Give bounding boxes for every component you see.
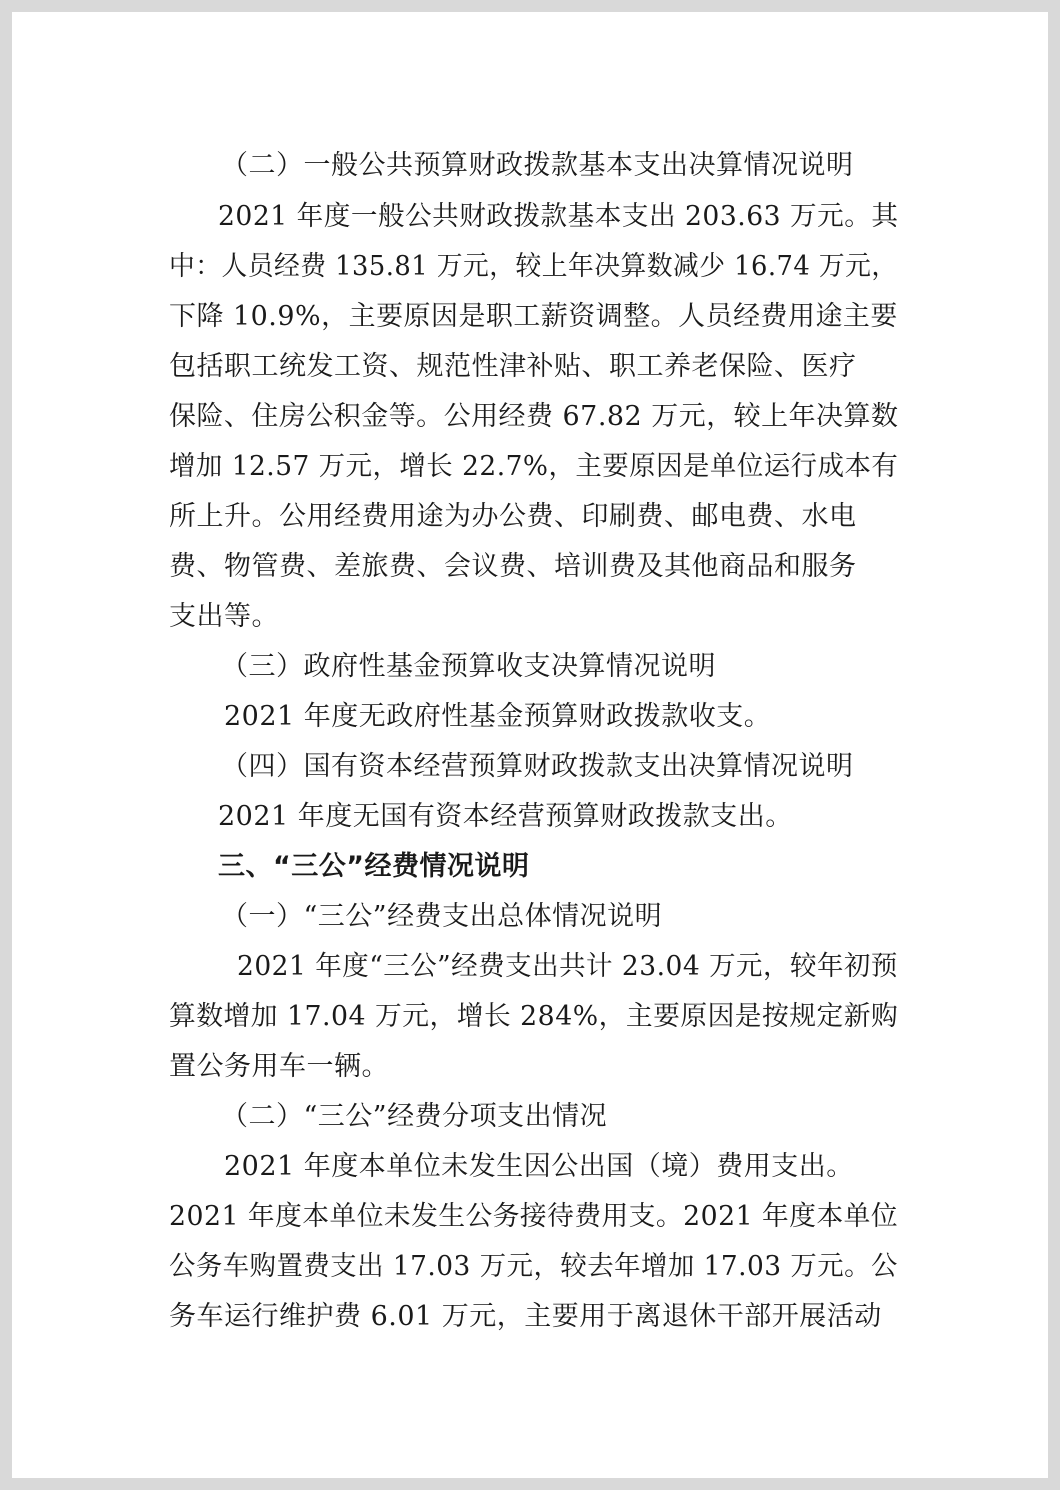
paragraph-line: 务车运行维护费 6.01 万元，主要用于离退休干部开展活动 <box>169 1301 882 1332</box>
paragraph-line: 公务车购置费支出 17.03 万元，较去年增加 17.03 万元。公 <box>169 1251 898 1282</box>
paragraph-line: 增加 12.57 万元，增长 22.7%，主要原因是单位运行成本有 <box>169 451 899 482</box>
section-heading-3: （三）政府性基金预算收支决算情况说明 <box>221 651 716 682</box>
chapter-heading-3: 三、“三公”经费情况说明 <box>218 851 530 882</box>
document-page <box>12 12 1048 1478</box>
paragraph-line: 费、物管费、差旅费、会议费、培训费及其他商品和服务 <box>169 551 857 582</box>
paragraph-line: 2021 年度一般公共财政拨款基本支出 203.63 万元。其 <box>218 201 899 232</box>
paragraph-line: 保险、住房公积金等。公用经费 67.82 万元，较上年决算数 <box>169 401 899 432</box>
paragraph-line: 包括职工统发工资、规范性津补贴、职工养老保险、医疗 <box>169 351 857 382</box>
paragraph-line: 2021 年度“三公”经费支出共计 23.04 万元，较年初预 <box>237 951 898 982</box>
paragraph-line: 2021 年度无国有资本经营预算财政拨款支出。 <box>218 801 793 832</box>
paragraph-line: 2021 年度无政府性基金预算财政拨款收支。 <box>224 701 772 732</box>
section-heading-4: （四）国有资本经营预算财政拨款支出决算情况说明 <box>221 751 854 782</box>
paragraph-line: 算数增加 17.04 万元，增长 284%，主要原因是按规定新购 <box>169 1001 899 1032</box>
paragraph-line: 置公务用车一辆。 <box>169 1051 389 1082</box>
paragraph-line: 支出等。 <box>169 601 279 632</box>
section-heading-2b: （二）“三公”经费分项支出情况 <box>221 1101 608 1132</box>
paragraph-line: 中：人员经费 135.81 万元，较上年决算数减少 16.74 万元， <box>169 251 898 282</box>
section-heading-1: （一）“三公”经费支出总体情况说明 <box>221 901 663 932</box>
paragraph-line: 所上升。公用经费用途为办公费、印刷费、邮电费、水电 <box>169 501 857 532</box>
section-heading-2: （二）一般公共预算财政拨款基本支出决算情况说明 <box>221 150 854 181</box>
paragraph-line: 下降 10.9%，主要原因是职工薪资调整。人员经费用途主要 <box>169 301 898 332</box>
paragraph-line: 2021 年度本单位未发生因公出国（境）费用支出。 <box>224 1151 854 1182</box>
paragraph-line: 2021 年度本单位未发生公务接待费用支。2021 年度本单位 <box>169 1201 899 1232</box>
